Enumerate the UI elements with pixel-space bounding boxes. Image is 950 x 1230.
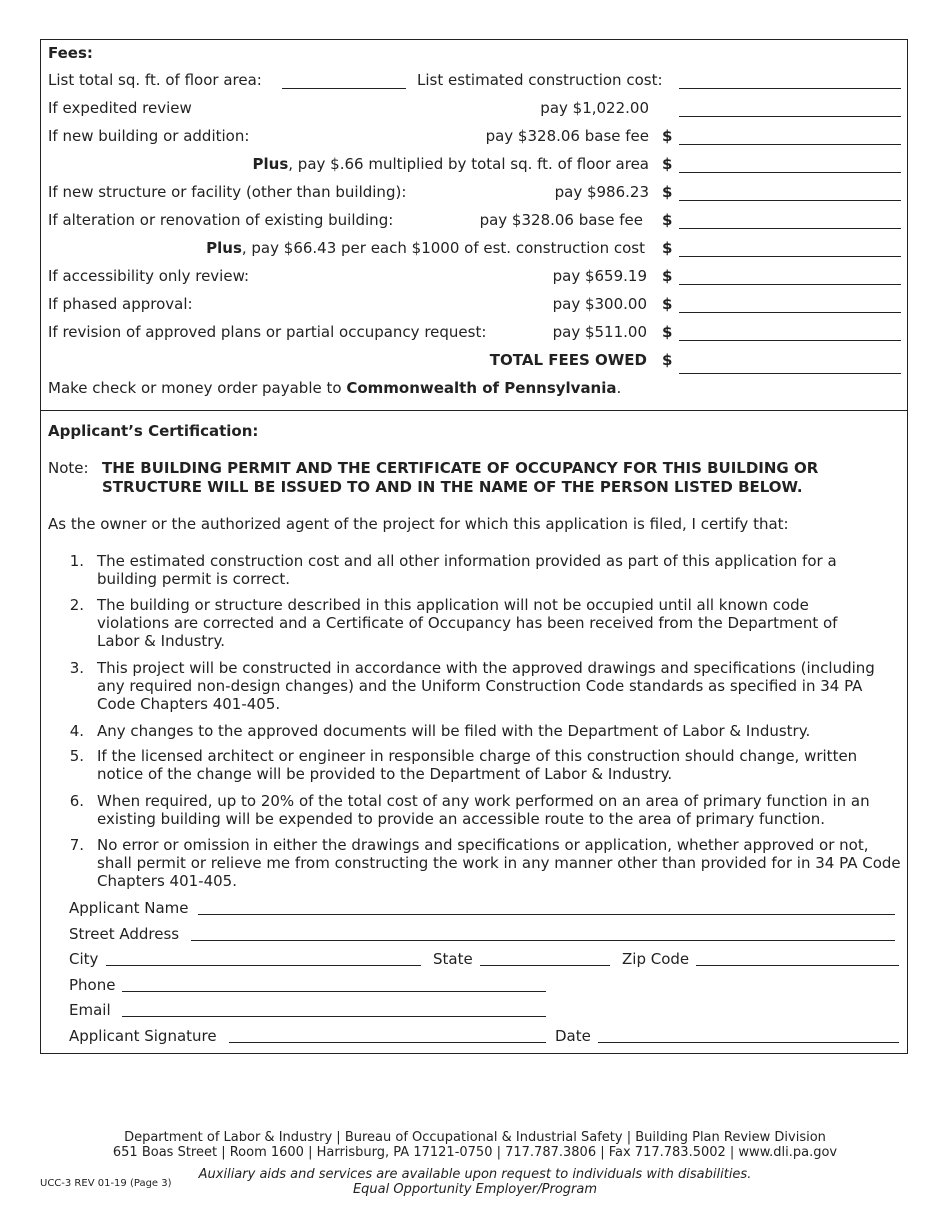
fee-row-phased-label: If phased approval: — [48, 295, 193, 313]
list-item: This project will be constructed in accordance with the approved drawings and specifications (including any required non-design changes) and the Uniform Construction Code standards as specified in 34 PA Code Chapters 401-405. — [97, 659, 875, 713]
floor-area-field[interactable] — [282, 88, 406, 89]
zip-field[interactable] — [696, 965, 899, 966]
fee-row-plus-sqft — [253, 155, 649, 173]
note-label: Note: — [48, 459, 89, 477]
list-item: When required, up to 20% of the total cost of any work performed on an area of primary function in an existing building will be expended to provide an accessible route to the area of primary function. — [97, 792, 870, 828]
email-label: Email — [69, 1001, 111, 1019]
fee-row-revision-amount: pay $511.00 — [552, 323, 647, 341]
fee-field-alteration[interactable] — [679, 228, 901, 229]
fee-row-new-structure-label: If new structure or facility (other than building): — [48, 183, 407, 201]
fee-row-new-building-label: If new building or addition: — [48, 127, 250, 145]
footer-address-line: 651 Boas Street | Room 1600 | Harrisburg, PA 17121-0750 | 717.787.3806 | Fax 717.783.5002 | www.dli.pa.gov — [112, 1145, 838, 1160]
signature-field[interactable] — [229, 1042, 546, 1043]
fee-row-alteration-amount: pay $328.06 base fee — [479, 211, 643, 229]
phone-label: Phone — [69, 976, 116, 994]
fee-field-accessibility[interactable] — [679, 284, 901, 285]
fee-row-plus-sqft-amount: , pay $.66 multiplied by total sq. ft. of floor area — [288, 155, 649, 173]
street-address-label: Street Address — [69, 925, 180, 943]
list-item-number: 5. — [69, 747, 84, 765]
list-item-number: 2. — [69, 596, 84, 614]
footer-eoe-line: Equal Opportunity Employer/Program — [352, 1182, 598, 1197]
footer-aux-line: Auxiliary aids and services are available upon request to individuals with disabilities. — [198, 1167, 752, 1182]
city-field[interactable] — [106, 965, 421, 966]
fee-field-plus-cost[interactable] — [679, 256, 901, 257]
fee-field-phased[interactable] — [679, 312, 901, 313]
list-item: No error or omission in either the drawings and specifications or application, whether approved or not, shall permit or relieve me from constructing the work in any manner other than provided for in 34 PA Code Chapters 401-405. — [97, 836, 901, 890]
list-item-number: 1. — [69, 552, 84, 570]
date-label: Date — [555, 1027, 591, 1045]
dollar-sign: $ — [662, 323, 673, 341]
section-divider — [41, 410, 907, 411]
phone-field[interactable] — [122, 991, 546, 992]
fee-field-plus-sqft[interactable] — [679, 172, 901, 173]
fee-field-expedited[interactable] — [679, 116, 901, 117]
certification-heading: Applicant’s Certification: — [48, 422, 259, 440]
state-label: State — [433, 950, 473, 968]
payable-suffix: . — [616, 379, 622, 397]
note-line-2: STRUCTURE WILL BE ISSUED TO AND IN THE NAME OF THE PERSON LISTED BELOW. — [102, 478, 803, 496]
dollar-sign: $ — [662, 211, 673, 229]
dollar-sign: $ — [662, 127, 673, 145]
total-fees-field[interactable] — [679, 373, 901, 374]
fee-row-phased-amount: pay $300.00 — [552, 295, 647, 313]
date-field[interactable] — [598, 1042, 899, 1043]
fee-field-new-building[interactable] — [679, 144, 901, 145]
list-item-number: 4. — [69, 722, 84, 740]
fee-row-alteration-label: If alteration or renovation of existing building: — [48, 211, 394, 229]
street-address-field[interactable] — [191, 940, 895, 941]
list-item: Any changes to the approved documents will be filed with the Department of Labor & Industry. — [97, 722, 811, 740]
fee-row-expedited-label: If expedited review — [48, 99, 192, 117]
payable-note — [48, 379, 621, 397]
dollar-sign: $ — [662, 267, 673, 285]
fee-row-accessibility-label: If accessibility only review: — [48, 267, 250, 285]
dollar-sign: $ — [662, 183, 673, 201]
floor-area-label: List total sq. ft. of floor area: — [48, 71, 262, 89]
list-item-number: 3. — [69, 659, 84, 677]
list-item: The estimated construction cost and all other information provided as part of this application for a building permit is correct. — [97, 552, 837, 588]
list-item: If the licensed architect or engineer in responsible charge of this construction should change, written notice of the change will be provided to the Department of Labor & Industry. — [97, 747, 858, 783]
applicant-name-label: Applicant Name — [69, 899, 189, 917]
payable-prefix: Make check or money order payable to — [48, 379, 347, 397]
plus-label: Plus — [206, 239, 242, 257]
payable-name: Commonwealth of Pennsylvania — [346, 379, 617, 397]
dollar-sign: $ — [662, 239, 673, 257]
fee-row-plus-cost — [206, 239, 645, 257]
construction-cost-label: List estimated construction cost: — [417, 71, 663, 89]
dollar-sign: $ — [662, 351, 673, 369]
zip-label: Zip Code — [622, 950, 690, 968]
signature-label: Applicant Signature — [69, 1027, 217, 1045]
note-line-1: THE BUILDING PERMIT AND THE CERTIFICATE OF OCCUPANCY FOR THIS BUILDING OR — [102, 459, 819, 477]
fee-field-revision[interactable] — [679, 340, 901, 341]
fees-heading: Fees: — [48, 44, 93, 62]
certification-intro: As the owner or the authorized agent of the project for which this application is filed, I certify that: — [48, 515, 789, 533]
dollar-sign: $ — [662, 295, 673, 313]
state-field[interactable] — [480, 965, 610, 966]
form-id: UCC-3 REV 01-19 (Page 3) — [40, 1178, 172, 1189]
email-field[interactable] — [122, 1016, 546, 1017]
list-item-number: 7. — [69, 836, 84, 854]
plus-label: Plus — [252, 155, 289, 173]
applicant-name-field[interactable] — [198, 914, 895, 915]
list-item: The building or structure described in this application will not be occupied until all known code violations are corrected and a Certificate of Occupancy has been received from the Department of Labor & Industry. — [97, 596, 838, 650]
fee-row-new-structure-amount: pay $986.23 — [554, 183, 649, 201]
fee-row-accessibility-amount: pay $659.19 — [552, 267, 647, 285]
list-item-number: 6. — [69, 792, 84, 810]
construction-cost-field[interactable] — [679, 88, 901, 89]
fee-field-new-structure[interactable] — [679, 200, 901, 201]
form-box — [40, 39, 908, 1054]
fee-row-expedited-amount: pay $1,022.00 — [540, 99, 649, 117]
total-fees-label: TOTAL FEES OWED — [489, 351, 647, 369]
fee-row-revision-label: If revision of approved plans or partial occupancy request: — [48, 323, 487, 341]
fee-row-new-building-amount: pay $328.06 base fee — [485, 127, 649, 145]
city-label: City — [69, 950, 99, 968]
footer-department-line: Department of Labor & Industry | Bureau of Occupational & Industrial Safety | Building Plan Review Division — [124, 1130, 826, 1145]
dollar-sign: $ — [662, 155, 673, 173]
fee-row-plus-cost-amount: , pay $66.43 per each $1000 of est. construction cost — [241, 239, 645, 257]
